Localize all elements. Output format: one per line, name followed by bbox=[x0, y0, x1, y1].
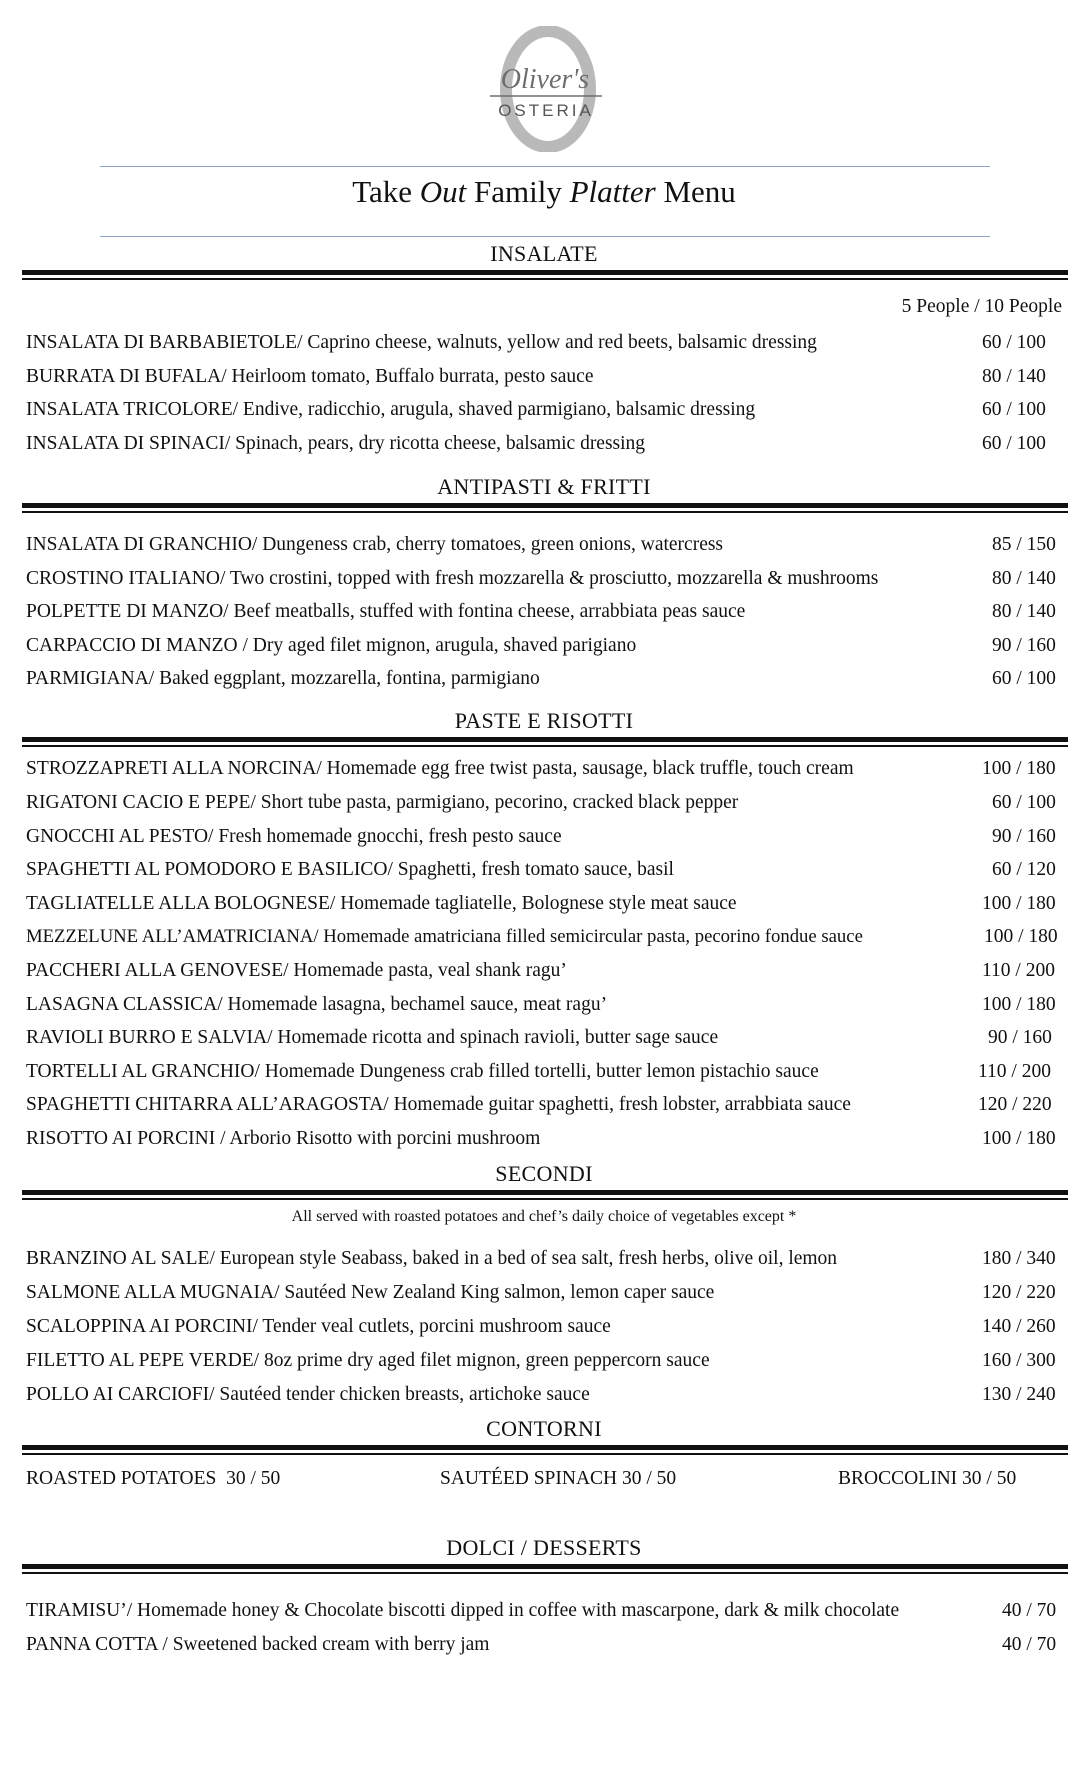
item-price: 90 / 160 bbox=[992, 635, 1056, 656]
item-price: 60 / 100 bbox=[982, 399, 1046, 420]
item-price: 80 / 140 bbox=[992, 568, 1056, 589]
section-heading-dolci: DOLCI / DESSERTS bbox=[446, 1535, 642, 1560]
item-desc: SPAGHETTI CHITARRA ALL’ARAGOSTA/ Homemade guitar spaghetti, fresh lobster, arrabbiata sauce bbox=[26, 1094, 851, 1115]
people-header: 5 People / 10 People bbox=[901, 296, 1062, 317]
menu-item bbox=[26, 1278, 1062, 1308]
section-rule bbox=[22, 1445, 1068, 1455]
item-price: 40 / 70 bbox=[1002, 1634, 1057, 1655]
item-desc: LASAGNA CLASSICA/ Homemade lasagna, bechamel sauce, meat ragu’ bbox=[26, 994, 608, 1015]
item-price: 100 / 180 bbox=[982, 994, 1056, 1015]
menu-item bbox=[26, 328, 1062, 358]
item-desc: CROSTINO ITALIANO/ Two crostini, topped with fresh mozzarella & prosciutto, mozzarella & mushrooms bbox=[26, 568, 879, 589]
item-price: 80 / 140 bbox=[992, 601, 1056, 622]
section-heading-insalate: INSALATE bbox=[490, 241, 598, 266]
menu-item bbox=[26, 822, 1062, 852]
menu-item bbox=[26, 1244, 1062, 1274]
side-item: ROASTED POTATOES 30 / 50 bbox=[26, 1468, 281, 1489]
item-price: 90 / 160 bbox=[992, 826, 1056, 847]
item-desc: INSALATA DI BARBABIETOLE/ Caprino cheese, walnuts, yellow and red beets, balsamic dressing bbox=[26, 332, 817, 353]
item-desc: BURRATA DI BUFALA/ Heirloom tomato, Buffalo burrata, pesto sauce bbox=[26, 366, 594, 387]
item-desc: INSALATA DI GRANCHIO/ Dungeness crab, cherry tomatoes, green onions, watercress bbox=[26, 534, 724, 555]
title-rule-bottom bbox=[100, 236, 990, 237]
menu-item bbox=[26, 362, 1062, 392]
section-rule bbox=[22, 503, 1068, 513]
item-desc: MEZZELUNE ALL’AMATRICIANA/ Homemade amatriciana filled semicircular pasta, pecorino fondue sauce bbox=[26, 926, 863, 947]
item-desc: TAGLIATELLE ALLA BOLOGNESE/ Homemade tagliatelle, Bolognese style meat sauce bbox=[26, 893, 737, 914]
menu-item bbox=[26, 597, 1062, 627]
item-price: 80 / 140 bbox=[982, 366, 1046, 387]
section-rule bbox=[22, 737, 1068, 747]
item-desc: PACCHERI ALLA GENOVESE/ Homemade pasta, veal shank ragu’ bbox=[26, 960, 567, 981]
menu-item bbox=[26, 429, 1062, 459]
section-heading-contorni: CONTORNI bbox=[486, 1416, 602, 1441]
item-price: 110 / 200 bbox=[978, 1061, 1051, 1082]
item-desc: TIRAMISU’/ Homemade honey & Chocolate biscotti dipped in coffee with mascarpone, dark & milk chocolate bbox=[26, 1600, 900, 1621]
menu-item bbox=[26, 1596, 1062, 1626]
item-desc: POLLO AI CARCIOFI/ Sautéed tender chicken breasts, artichoke sauce bbox=[26, 1384, 590, 1405]
page-title bbox=[0, 172, 1088, 212]
side-item: BROCCOLINI 30 / 50 bbox=[838, 1468, 1017, 1489]
item-desc: INSALATA TRICOLORE/ Endive, radicchio, arugula, shaved parmigiano, balsamic dressing bbox=[26, 399, 756, 420]
item-desc: CARPACCIO DI MANZO / Dry aged filet mignon, arugula, shaved parigiano bbox=[26, 635, 637, 656]
menu-item bbox=[26, 1312, 1062, 1342]
section-rule bbox=[22, 270, 1068, 280]
logo-sub: OSTERIA bbox=[498, 101, 594, 120]
item-price: 100 / 180 bbox=[982, 1128, 1056, 1149]
item-desc: INSALATA DI SPINACI/ Spinach, pears, dry ricotta cheese, balsamic dressing bbox=[26, 433, 646, 454]
menu-item bbox=[26, 1124, 1062, 1154]
item-price: 60 / 100 bbox=[992, 668, 1056, 689]
item-price: 100 / 180 bbox=[982, 893, 1056, 914]
menu-item bbox=[26, 564, 1062, 594]
item-price: 40 / 70 bbox=[1002, 1600, 1057, 1621]
menu-item bbox=[26, 855, 1062, 885]
menu-item bbox=[26, 1630, 1062, 1660]
item-price: 120 / 220 bbox=[982, 1282, 1056, 1303]
menu-item bbox=[26, 1380, 1062, 1410]
item-price: 100 / 180 bbox=[982, 758, 1056, 779]
item-desc: PARMIGIANA/ Baked eggplant, mozzarella, fontina, parmigiano bbox=[26, 668, 540, 689]
menu-item bbox=[26, 1057, 1062, 1087]
menu-item bbox=[26, 1090, 1062, 1120]
menu-item bbox=[26, 530, 1062, 560]
menu-item bbox=[26, 1023, 1062, 1053]
item-desc: TORTELLI AL GRANCHIO/ Homemade Dungeness crab filled tortelli, butter lemon pistachio sauce bbox=[26, 1061, 819, 1082]
section-heading-paste: PASTE E RISOTTI bbox=[454, 708, 634, 733]
item-desc: RIGATONI CACIO E PEPE/ Short tube pasta, parmigiano, pecorino, cracked black pepper bbox=[26, 792, 739, 813]
item-price: 60 / 100 bbox=[992, 792, 1056, 813]
item-price: 110 / 200 bbox=[982, 960, 1055, 981]
section-heading-secondi: SECONDI bbox=[495, 1161, 593, 1186]
title-word: Family bbox=[474, 174, 562, 209]
menu-item bbox=[26, 664, 1062, 694]
section-heading-antipasti: ANTIPASTI & FRITTI bbox=[437, 474, 651, 499]
section-rule bbox=[22, 1564, 1068, 1574]
menu-item bbox=[26, 631, 1062, 661]
item-price: 140 / 260 bbox=[982, 1316, 1056, 1337]
item-price: 90 / 160 bbox=[988, 1027, 1052, 1048]
item-desc: STROZZAPRETI ALLA NORCINA/ Homemade egg free twist pasta, sausage, black truffle, touch cream bbox=[26, 758, 854, 779]
item-desc: RISOTTO AI PORCINI / Arborio Risotto with porcini mushroom bbox=[26, 1128, 541, 1149]
item-desc: BRANZINO AL SALE/ European style Seabass, baked in a bed of sea salt, fresh herbs, olive oil, lemon bbox=[26, 1248, 838, 1269]
menu-item bbox=[26, 754, 1062, 784]
title-rule-top bbox=[100, 166, 990, 167]
title-word: Take bbox=[352, 174, 412, 209]
menu-item bbox=[26, 956, 1062, 986]
item-price: 100 / 180 bbox=[984, 926, 1058, 947]
side-item: SAUTÉED SPINACH 30 / 50 bbox=[440, 1468, 677, 1489]
item-desc: SPAGHETTI AL POMODORO E BASILICO/ Spaghetti, fresh tomato sauce, basil bbox=[26, 859, 674, 880]
item-desc: PANNA COTTA / Sweetened backed cream with berry jam bbox=[26, 1634, 490, 1655]
item-desc: FILETTO AL PEPE VERDE/ 8oz prime dry aged filet mignon, green peppercorn sauce bbox=[26, 1350, 710, 1371]
menu-item bbox=[26, 889, 1062, 919]
logo-brand: Oliver's bbox=[500, 64, 590, 95]
item-price: 130 / 240 bbox=[982, 1384, 1056, 1405]
section-rule bbox=[22, 1190, 1068, 1200]
menu-item bbox=[26, 395, 1062, 425]
osteria-logo bbox=[470, 26, 620, 152]
item-desc: POLPETTE DI MANZO/ Beef meatballs, stuffed with fontina cheese, arrabbiata peas sauce bbox=[26, 601, 746, 622]
title-word-italic: Platter bbox=[569, 174, 656, 209]
item-price: 180 / 340 bbox=[982, 1248, 1056, 1269]
item-desc: RAVIOLI BURRO E SALVIA/ Homemade ricotta and spinach ravioli, butter sage sauce bbox=[26, 1027, 719, 1048]
item-price: 120 / 220 bbox=[978, 1094, 1052, 1115]
menu-item bbox=[26, 1346, 1062, 1376]
item-desc: SCALOPPINA AI PORCINI/ Tender veal cutlets, porcini mushroom sauce bbox=[26, 1316, 611, 1337]
item-price: 160 / 300 bbox=[982, 1350, 1056, 1371]
item-price: 60 / 100 bbox=[982, 332, 1046, 353]
menu-item bbox=[26, 922, 1062, 952]
item-desc: SALMONE ALLA MUGNAIA/ Sautéed New Zealand King salmon, lemon caper sauce bbox=[26, 1282, 715, 1303]
item-price: 85 / 150 bbox=[992, 534, 1056, 555]
menu-item bbox=[26, 788, 1062, 818]
item-price: 60 / 100 bbox=[982, 433, 1046, 454]
menu-item bbox=[26, 990, 1062, 1020]
title-word: Menu bbox=[663, 174, 736, 209]
item-price: 60 / 120 bbox=[992, 859, 1056, 880]
title-word-italic: Out bbox=[419, 174, 467, 209]
secondi-note: All served with roasted potatoes and chef’s daily choice of vegetables except * bbox=[291, 1208, 797, 1225]
item-desc: GNOCCHI AL PESTO/ Fresh homemade gnocchi, fresh pesto sauce bbox=[26, 826, 562, 847]
